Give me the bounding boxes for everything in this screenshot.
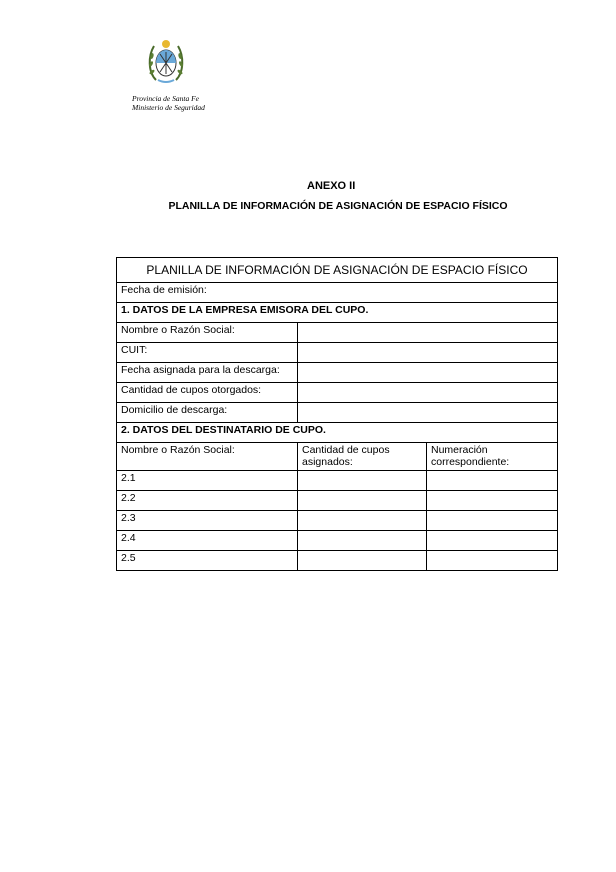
unload-date-field[interactable] (298, 363, 558, 383)
numbering-cell[interactable] (427, 511, 558, 531)
organization-header (132, 94, 205, 112)
ministry-name: Ministerio de Seguridad (132, 103, 205, 112)
assigned-quota-header: Cantidad de cupos asignados: (298, 443, 427, 471)
section-2-heading: 2. DATOS DEL DESTINATARIO DE CUPO. (117, 423, 558, 443)
recipient-row-label: 2.3 (117, 511, 298, 531)
assigned-quota-cell[interactable] (298, 551, 427, 571)
recipient-row-label: 2.2 (117, 491, 298, 511)
cuit-label: CUIT: (117, 343, 298, 363)
numbering-header: Numeración correspondiente: (427, 443, 558, 471)
numbering-cell[interactable] (427, 491, 558, 511)
table-title: PLANILLA DE INFORMACIÓN DE ASIGNACIÓN DE ESPACIO FÍSICO (117, 258, 558, 283)
recipient-name-header: Nombre o Razón Social: (117, 443, 298, 471)
assigned-quota-cell[interactable] (298, 531, 427, 551)
annex-subtitle: PLANILLA DE INFORMACIÓN DE ASIGNACIÓN DE ESPACIO FÍSICO (168, 200, 508, 212)
numbering-cell[interactable] (427, 551, 558, 571)
quota-count-field[interactable] (298, 383, 558, 403)
assigned-quota-cell[interactable] (298, 491, 427, 511)
unload-date-label: Fecha asignada para la descarga: (117, 363, 298, 383)
issue-date-field[interactable]: Fecha de emisión: (117, 283, 558, 303)
provincial-seal-icon (146, 36, 186, 86)
annex-title: ANEXO II (307, 180, 356, 192)
section-1-heading: 1. DATOS DE LA EMPRESA EMISORA DEL CUPO. (117, 303, 558, 323)
province-name: Provincia de Santa Fe (132, 94, 199, 103)
recipient-row-label: 2.4 (117, 531, 298, 551)
assignment-form-table (116, 257, 558, 571)
quota-count-label: Cantidad de cupos otorgados: (117, 383, 298, 403)
assigned-quota-cell[interactable] (298, 471, 427, 491)
assigned-quota-cell[interactable] (298, 511, 427, 531)
unload-address-field[interactable] (298, 403, 558, 423)
company-name-field[interactable] (298, 323, 558, 343)
recipient-row-label: 2.5 (117, 551, 298, 571)
unload-address-label: Domicilio de descarga: (117, 403, 298, 423)
numbering-cell[interactable] (427, 531, 558, 551)
cuit-field[interactable] (298, 343, 558, 363)
recipient-row-label: 2.1 (117, 471, 298, 491)
numbering-cell[interactable] (427, 471, 558, 491)
company-name-label: Nombre o Razón Social: (117, 323, 298, 343)
